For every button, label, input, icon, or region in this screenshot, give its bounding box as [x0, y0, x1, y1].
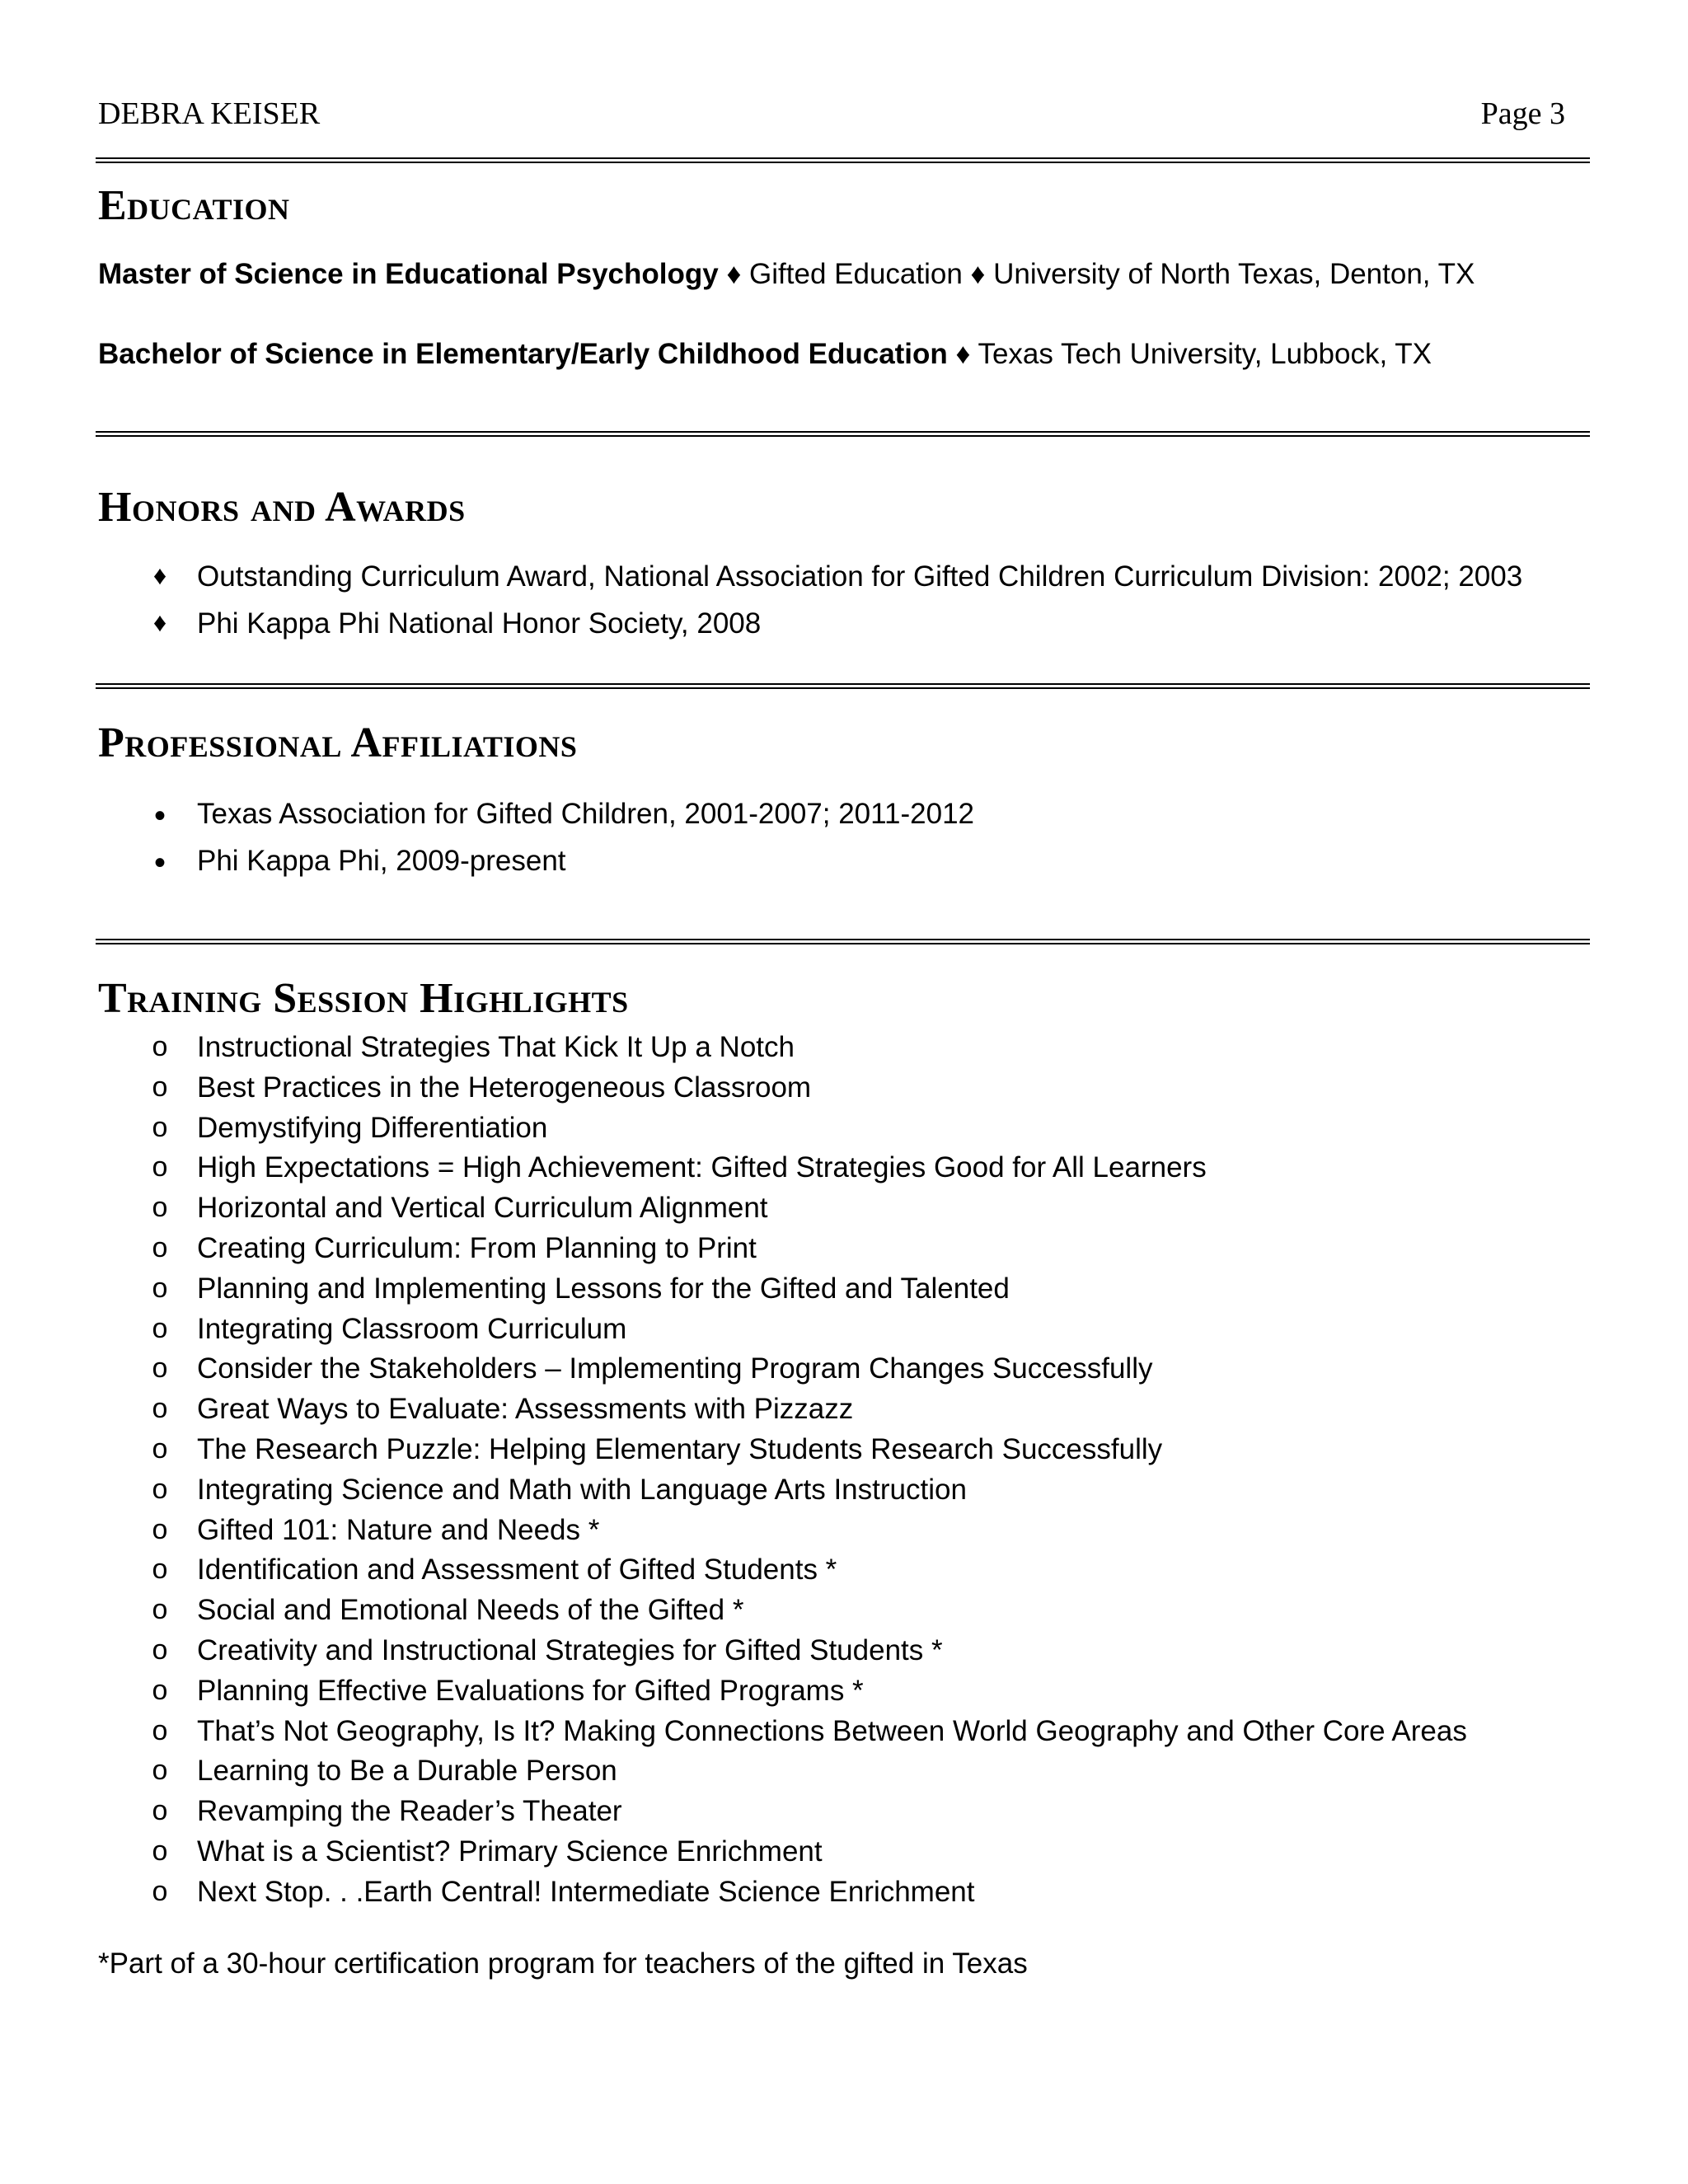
diamond-bullet-icon: ♦ — [152, 560, 167, 590]
page-number: Page 3 — [1480, 96, 1565, 131]
training-item-text: That’s Not Geography, Is It? Making Connections Between World Geography and Other Core Areas — [197, 1714, 1467, 1747]
circle-bullet-icon: o — [152, 1312, 168, 1344]
circle-bullet-icon: o — [152, 1554, 168, 1586]
training-item-text: Best Practices in the Heterogeneous Classroom — [197, 1071, 812, 1104]
circle-bullet-icon: o — [152, 1714, 168, 1746]
header-name: DEBRA KEISER — [98, 96, 321, 131]
training-item-text: Creativity and Instructional Strategies for Gifted Students * — [197, 1633, 943, 1666]
training-item-text: Integrating Science and Math with Language Arts Instruction — [197, 1473, 967, 1506]
circle-bullet-icon: o — [152, 1755, 168, 1787]
training-item-text: Great Ways to Evaluate: Assessments with Pizzazz — [197, 1393, 854, 1426]
training-heading: Training Session Highlights — [98, 975, 629, 1022]
training-item-text: What is a Scientist? Primary Science Enrichment — [197, 1835, 823, 1868]
training-item-text: Gifted 101: Nature and Needs * — [197, 1513, 600, 1546]
degree-title: Master of Science in Educational Psychology — [98, 258, 719, 290]
training-item-text: Instructional Strategies That Kick It Up a Notch — [197, 1031, 795, 1063]
section-divider — [96, 683, 1590, 689]
circle-bullet-icon: o — [152, 1071, 168, 1103]
training-item-text: Consider the Stakeholders – Implementing Program Changes Successfully — [197, 1352, 1153, 1385]
training-item-text: Next Stop. . .Earth Central! Intermediate Science Enrichment — [197, 1875, 975, 1908]
training-item-text: Learning to Be a Durable Person — [197, 1755, 617, 1788]
circle-bullet-icon: o — [152, 1272, 168, 1304]
circle-bullet-icon: o — [152, 1432, 168, 1465]
circle-bullet-icon: o — [152, 1594, 168, 1626]
circle-bullet-icon: o — [152, 1633, 168, 1666]
training-item-text: Revamping the Reader’s Theater — [197, 1795, 622, 1828]
training-item-text: The Research Puzzle: Helping Elementary Students Research Successfully — [197, 1432, 1163, 1465]
circle-bullet-icon: o — [152, 1473, 168, 1505]
training-item-text: Horizontal and Vertical Curriculum Alignment — [197, 1192, 768, 1225]
education-degree-1 — [98, 258, 1475, 291]
training-item-text: High Expectations = High Achievement: Gifted Strategies Good for All Learners — [197, 1151, 1207, 1184]
circle-bullet-icon: o — [152, 1795, 168, 1827]
training-item-text: Planning and Implementing Lessons for the Gifted and Talented — [197, 1272, 1010, 1305]
training-item-text: Demystifying Differentiation — [197, 1111, 548, 1144]
circle-bullet-icon: o — [152, 1393, 168, 1425]
circle-bullet-icon: o — [152, 1674, 168, 1706]
training-item-text: Integrating Classroom Curriculum — [197, 1312, 627, 1345]
section-divider — [96, 431, 1590, 437]
honors-item-text: Outstanding Curriculum Award, National Association for Gifted Children Curriculum Division: 2002; 2003 — [197, 560, 1523, 593]
education-degree-2 — [98, 338, 1432, 371]
circle-bullet-icon: o — [152, 1111, 168, 1143]
training-item-text: Planning Effective Evaluations for Gifted Programs * — [197, 1674, 864, 1707]
circle-bullet-icon: o — [152, 1513, 168, 1545]
honors-item-text: Phi Kappa Phi National Honor Society, 2008 — [197, 607, 762, 640]
circle-bullet-icon: o — [152, 1192, 168, 1224]
bullet-icon: • — [153, 798, 166, 834]
circle-bullet-icon: o — [152, 1835, 168, 1867]
training-item-text: Identification and Assessment of Gifted Students * — [197, 1554, 837, 1586]
section-divider — [96, 157, 1590, 163]
degree-title: Bachelor of Science in Elementary/Early Childhood Education — [98, 338, 948, 370]
education-heading: Education — [98, 182, 290, 229]
circle-bullet-icon: o — [152, 1352, 168, 1385]
circle-bullet-icon: o — [152, 1151, 168, 1183]
circle-bullet-icon: o — [152, 1231, 168, 1263]
affiliations-heading: Professional Affiliations — [98, 719, 578, 766]
training-item-text: Social and Emotional Needs of the Gifted * — [197, 1594, 744, 1627]
bullet-icon: • — [153, 845, 166, 881]
page-header — [98, 96, 1565, 145]
honors-heading: Honors and Awards — [98, 484, 466, 531]
circle-bullet-icon: o — [152, 1875, 168, 1907]
affiliation-item-text: Texas Association for Gifted Children, 2001-2007; 2011-2012 — [197, 798, 975, 830]
training-item-text: Creating Curriculum: From Planning to Print — [197, 1231, 757, 1264]
circle-bullet-icon: o — [152, 1031, 168, 1062]
degree-details: ♦ Texas Tech University, Lubbock, TX — [947, 338, 1432, 370]
affiliation-item-text: Phi Kappa Phi, 2009-present — [197, 845, 566, 877]
section-divider — [96, 939, 1590, 944]
degree-details: ♦ Gifted Education ♦ University of North Texas, Denton, TX — [718, 258, 1475, 290]
diamond-bullet-icon: ♦ — [152, 607, 167, 637]
training-footnote: *Part of a 30-hour certification program for teachers of the gifted in Texas — [98, 1947, 1028, 1980]
